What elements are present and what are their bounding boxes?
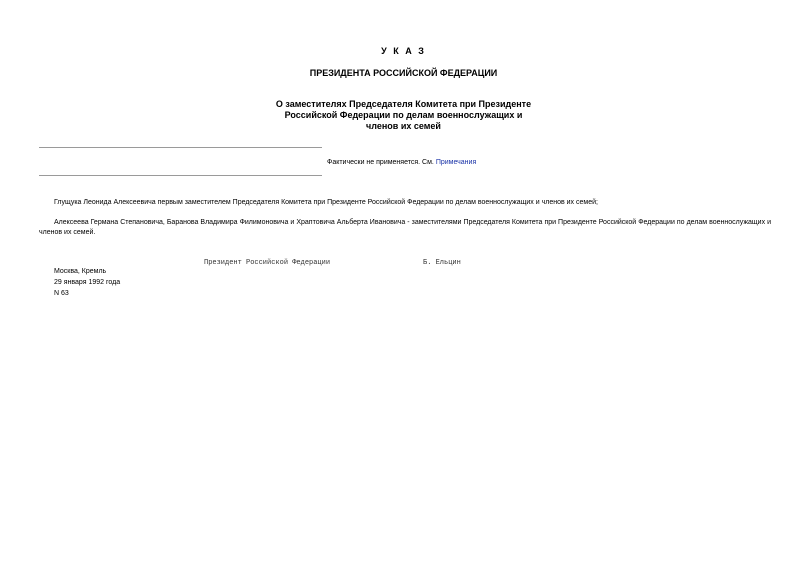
document-title: [0, 99, 807, 132]
document-number: N 63: [54, 290, 69, 297]
paragraph-2: Алексеева Германа Степановича, Баранова Владимира Филимоновича и Храптовича Альберта Ивановича - заместителями Председателя Комитета при Президенте Российской Федерации по делам военнослужащих и членов их семей.: [39, 219, 771, 236]
signing-date: 29 января 1992 года: [54, 279, 121, 286]
bottom-divider: [39, 175, 322, 176]
top-divider: [39, 147, 322, 148]
document-issuer: ПРЕЗИДЕНТА РОССИЙСКОЙ ФЕДЕРАЦИИ: [309, 68, 498, 78]
status-text: Фактически не применяется. См.: [327, 159, 436, 166]
document-type: У К А З: [381, 46, 426, 56]
signing-place: Москва, Кремль: [54, 268, 107, 275]
notes-link[interactable]: Примечания: [435, 159, 477, 166]
signature-name: Б. Ельцин: [423, 259, 461, 267]
title-line-1: О заместителях Председателя Комитета при Президенте: [275, 99, 532, 109]
title-line-2: Российской Федерации по делам военнослужащих и: [284, 110, 523, 120]
status-note: [327, 159, 476, 166]
paragraph-1: Глущука Леонида Алексеевича первым заместителем Председателя Комитета при Президенте Российской Федерации по делам военнослужащих и членов их семей;: [54, 199, 598, 206]
signature-role: Президент Российской Федерации: [204, 259, 331, 267]
title-line-3: членов их семей: [366, 121, 441, 131]
